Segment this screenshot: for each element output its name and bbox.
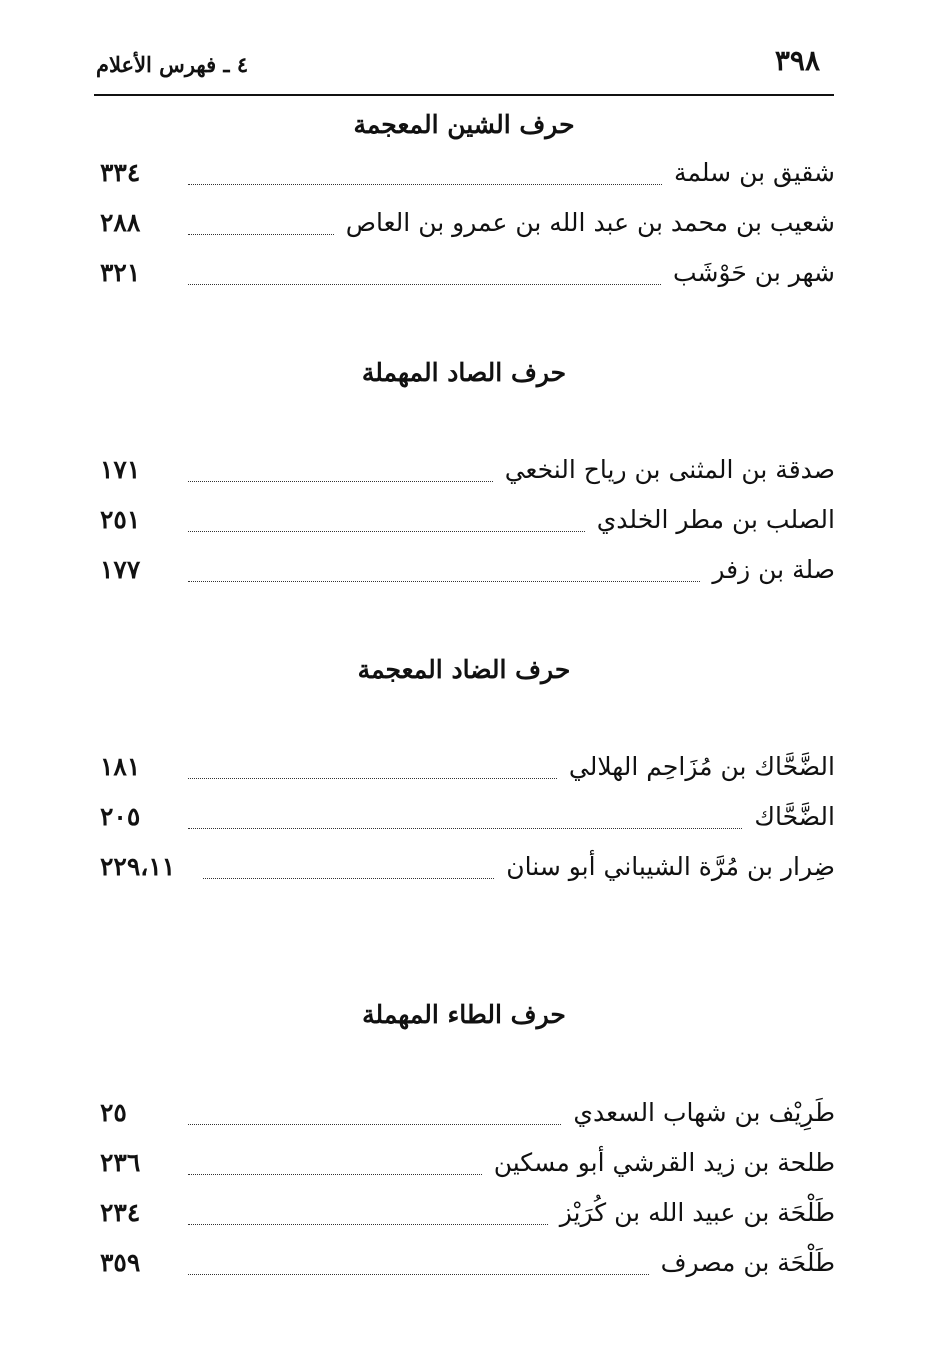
page-number: ٣٩٨ [774, 44, 820, 77]
index-entry [100, 258, 835, 298]
entry-name: طَلْحَة بن مصرف [660, 1248, 835, 1277]
entry-name: الضَّحَّاك [754, 802, 835, 831]
index-entry [100, 455, 835, 495]
dot-leader [188, 581, 700, 582]
entry-name: شهر بن حَوْشَب [672, 258, 835, 287]
entry-page-number: ٣٢١ [100, 258, 141, 287]
dot-leader [188, 828, 742, 829]
index-entry [100, 1098, 835, 1138]
entry-page-number: ٣٣٤ [100, 158, 141, 187]
index-entry [100, 852, 835, 892]
entry-name: صلة بن زفر [712, 555, 835, 584]
dot-leader [188, 531, 585, 532]
entry-name: صدقة بن المثنى بن رياح النخعي [504, 455, 835, 484]
entry-page-number: ٢٢٩،١١ [100, 852, 176, 881]
running-title: ٤ ـ فهرس الأعلام [96, 52, 249, 77]
section-heading-ta: حرف الطاء المهملة [362, 1000, 566, 1029]
entry-name: الصلب بن مطر الخلدي [596, 505, 835, 534]
index-entry [100, 158, 835, 198]
section-heading-sad: حرف الصاد المهملة [361, 358, 567, 387]
entry-page-number: ٢٥ [100, 1098, 127, 1127]
entry-name: طَلْحَة بن عبيد الله بن كُرَيْز [559, 1198, 835, 1227]
dot-leader [188, 184, 662, 185]
entry-page-number: ٢٠٥ [100, 802, 141, 831]
entry-name: الضَّحَّاك بن مُزَاحِم الهلالي [568, 752, 835, 781]
dot-leader [188, 1274, 649, 1275]
index-entry [100, 802, 835, 842]
index-entry [100, 208, 835, 248]
index-entry [100, 555, 835, 595]
dot-leader [188, 1174, 482, 1175]
dot-leader [188, 1124, 561, 1125]
entry-page-number: ١٨١ [100, 752, 141, 781]
index-entry [100, 505, 835, 545]
page-header [94, 40, 834, 96]
dot-leader [188, 1224, 548, 1225]
index-entry [100, 752, 835, 792]
section-heading-sheen: حرف الشين المعجمة [353, 110, 575, 139]
dot-leader [188, 234, 334, 235]
entry-page-number: ٣٥٩ [100, 1248, 141, 1277]
entry-page-number: ١٧١ [100, 455, 141, 484]
dot-leader [188, 284, 661, 285]
index-entry [100, 1248, 835, 1288]
entry-name: طَرِيْف بن شهاب السعدي [573, 1098, 835, 1127]
entry-name: شعيب بن محمد بن عبد الله بن عمرو بن العاص [345, 208, 835, 237]
entry-page-number: ٢٣٦ [100, 1148, 141, 1177]
entry-page-number: ١٧٧ [100, 555, 141, 584]
dot-leader [188, 778, 557, 779]
entry-page-number: ٢٣٤ [100, 1198, 141, 1227]
index-entry [100, 1198, 835, 1238]
entry-name: ضِرار بن مُرَّة الشيباني أبو سنان [506, 852, 835, 881]
entry-page-number: ٢٨٨ [100, 208, 141, 237]
index-entry [100, 1148, 835, 1188]
dot-leader [188, 481, 493, 482]
entry-name: شقيق بن سلمة [674, 158, 835, 187]
entry-name: طلحة بن زيد القرشي أبو مسكين [493, 1148, 835, 1177]
section-heading-dad: حرف الضاد المعجمة [357, 655, 571, 684]
dot-leader [203, 878, 494, 879]
entry-page-number: ٢٥١ [100, 505, 141, 534]
